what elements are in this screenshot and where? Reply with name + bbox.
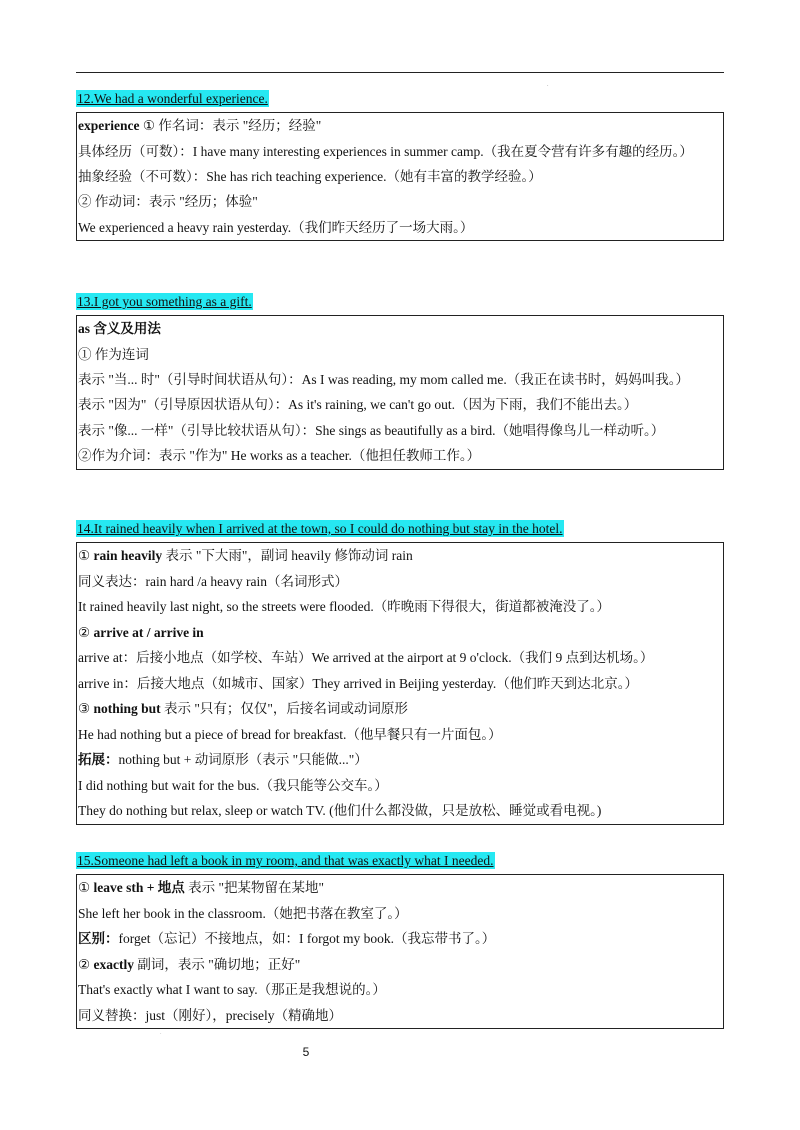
note-line: We experienced a heavy rain yesterday.（我们昨天经历了一场大雨。） [78,219,474,235]
note-line: 同义表达：rain hard /a heavy rain（名词形式） [78,573,348,589]
section-15 [76,852,724,1029]
note-line: ② exactly 副词，表示 "确切地；正好" [78,956,301,972]
section-heading: 15.Someone had left a book in my room, and that was exactly what I needed. [77,853,494,868]
note-box [76,112,724,241]
note-line: experience ① 作名词：表示 "经历；经验" [78,118,322,133]
note-line: He had nothing but a piece of bread for breakfast.（他早餐只有一片面包。） [78,726,502,742]
note-line: She left her book in the classroom.（她把书落在教室了。） [78,905,408,921]
note-box [76,542,724,825]
note-line: ① 作为连词 [78,346,149,362]
note-line: ① leave sth + 地点 表示 "把某物留在某地" [78,880,325,895]
header-rule [76,72,724,73]
section-heading: 13.I got you something as a gift. [77,294,252,309]
note-box [76,315,724,470]
page-number: 5 [302,1045,310,1059]
stray-mark: . [547,82,549,88]
section-13 [76,293,724,470]
note-line: 拓展：nothing but + 动词原形（表示 "只能做..."） [78,752,368,767]
note-line: 区别：forget（忘记）不接地点，如：I forgot my book.（我忘带书了。） [78,931,496,946]
section-heading: 12.We had a wonderful experience. [77,91,268,106]
note-line: 同义替换：just（刚好），precisely（精确地） [78,1007,342,1023]
note-line: ② arrive at / arrive in [78,624,204,640]
note-line: as 含义及用法 [78,321,161,336]
note-line: 表示 "因为"（引导原因状语从句）：As it's raining, we can't go out.（因为下雨，我们不能出去。） [78,397,638,412]
note-line: ② 作动词：表示 "经历；体验" [78,194,258,209]
note-line: ③ nothing but 表示 "只有；仅仅"，后接名词或动词原形 [78,701,408,716]
note-line: ① rain heavily 表示 "下大雨"，副词 heavily 修饰动词 rain [78,548,413,563]
note-line: arrive at：后接小地点（如学校、车站）We arrived at the airport at 9 o'clock.（我们 9 点到达机场。） [78,650,654,665]
note-line: 抽象经验（不可数）：She has rich teaching experience.（她有丰富的教学经验。） [78,168,542,184]
note-line: They do nothing but relax, sleep or watch TV. (他们什么都没做，只是放松、睡觉或看电视。) [78,803,602,818]
note-line: ②作为介词：表示 "作为" He works as a teacher.（他担任教师工作。） [78,448,481,463]
note-line: It rained heavily last night, so the streets were flooded.（昨晚雨下得很大，街道都被淹没了。） [78,599,611,614]
note-line: 具体经历（可数）：I have many interesting experiences in summer camp.（我在夏令营有许多有趣的经历。） [78,143,693,159]
section-14 [76,520,724,825]
note-line: 表示 "像... 一样"（引导比较状语从句）：She sings as beautifully as a bird.（她唱得像鸟儿一样动听。） [78,422,665,438]
note-line: 表示 "当... 时"（引导时间状语从句）：As I was reading, my mom called me.（我正在读书时，妈妈叫我。） [78,372,689,387]
stray-mark: . [160,1030,162,1036]
section-12 [76,90,724,241]
note-line: arrive in：后接大地点（如城市、国家）They arrived in Beijing yesterday.（他们昨天到达北京。） [78,675,639,691]
note-box [76,874,724,1029]
note-line: That's exactly what I want to say.（那正是我想说的。） [78,982,386,997]
section-heading: 14.It rained heavily when I arrived at the town, so I could do nothing but stay in the hotel. [77,521,563,536]
note-line: I did nothing but wait for the bus.（我只能等公交车。） [78,777,388,793]
